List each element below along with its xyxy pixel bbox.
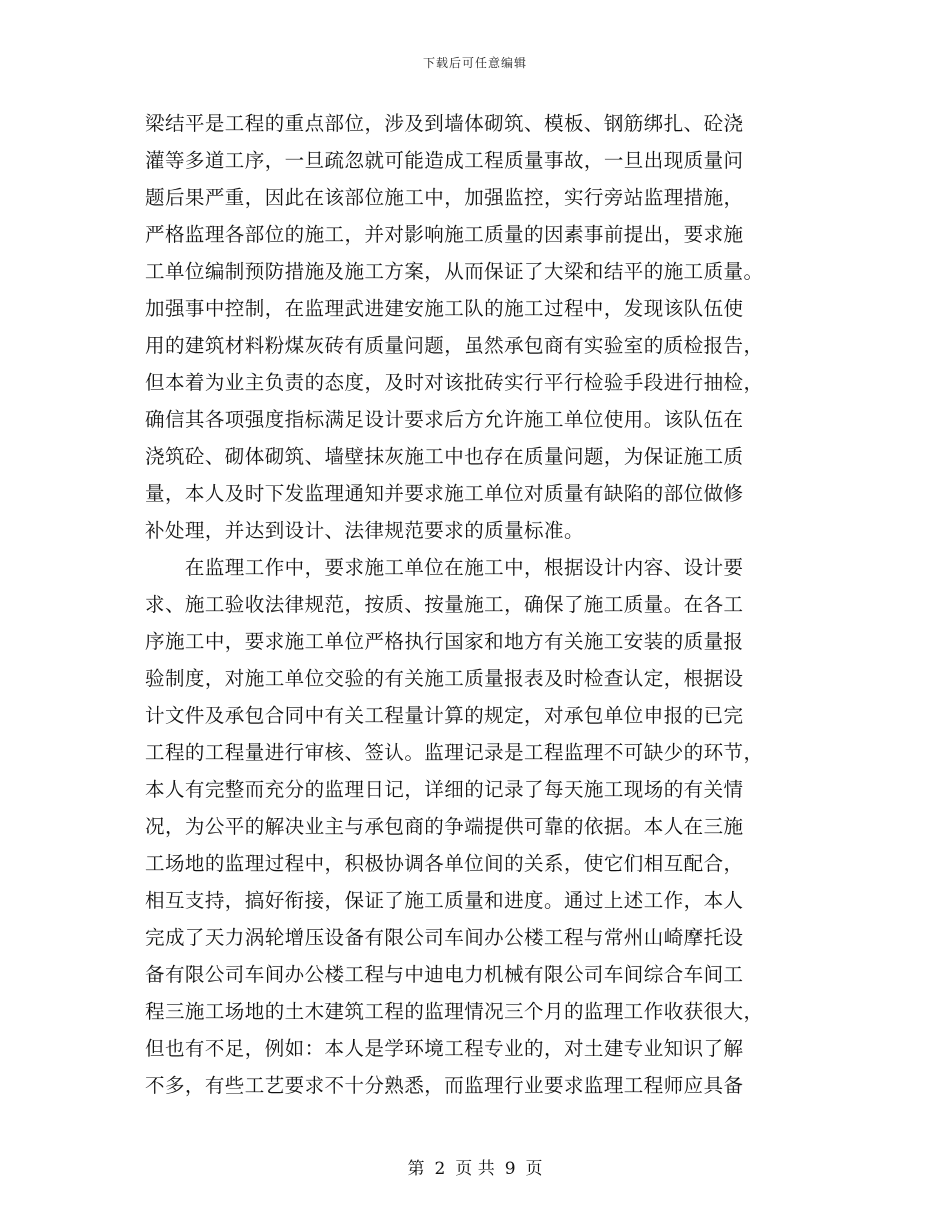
text-line: 工单位编制预防措施及施工方案，从而保证了大梁和结平的施工质量。 <box>145 260 764 283</box>
footer-page-number: 2 <box>434 1159 446 1179</box>
text-line: 序施工中，要求施工单位严格执行国家和地方有关施工安装的质量报 <box>145 630 744 653</box>
text-line: 验制度，对施工单位交验的有关施工质量报表及时检查认定，根据设 <box>145 667 744 690</box>
text-line: 量，本人及时下发监理通知并要求施工单位对质量有缺陷的部位做修 <box>145 482 744 505</box>
footer-prefix: 第 <box>407 1159 425 1179</box>
text-line: 补处理，并达到设计、法律规范要求的质量标准。 <box>145 519 584 542</box>
text-line: 工场地的监理过程中，积极协调各单位间的关系，使它们相互配合， <box>145 852 744 875</box>
page-header: 下载后可任意编辑 <box>422 56 527 70</box>
footer-total-pages: 9 <box>504 1159 516 1179</box>
text-line: 加强事中控制，在监理武进建安施工队的施工过程中，发现该队伍使 <box>145 297 744 320</box>
text-line: 程三施工场地的土木建筑工程的监理情况三个月的监理工作收获很大， <box>145 1000 764 1023</box>
text-line: 灌等多道工序，一旦疏忽就可能造成工程质量事故，一旦出现质量问 <box>145 149 744 172</box>
page-footer <box>0 1154 950 1179</box>
text-line: 相互支持，搞好衔接，保证了施工质量和进度。通过上述工作，本人 <box>145 889 744 912</box>
text-line: 浇筑砼、砌体砌筑、墙壁抹灰施工中也存在质量问题，为保证施工质 <box>145 445 744 468</box>
text-line: 确信其各项强度指标满足设计要求后方允许施工单位使用。该队伍在 <box>145 408 744 431</box>
text-line: 但也有不足，例如：本人是学环境工程专业的，对土建专业知识了解 <box>145 1037 744 1060</box>
text-line: 工程的工程量进行审核、签认。监理记录是工程监理不可缺少的环节， <box>145 741 764 764</box>
text-line: 严格监理各部位的施工，并对影响施工质量的因素事前提出，要求施 <box>145 223 744 246</box>
text-line: 完成了天力涡轮增压设备有限公司车间办公楼工程与常州山崎摩托设 <box>145 926 744 949</box>
text-line: 本人有完整而充分的监理日记，详细的记录了每天施工现场的有关情 <box>145 778 744 801</box>
text-line: 求、施工验收法律规范，按质、按量施工，确保了施工质量。在各工 <box>145 593 744 616</box>
text-line: 在监理工作中，要求施工单位在施工中，根据设计内容、设计要 <box>145 556 744 579</box>
text-line: 用的建筑材料粉煤灰砖有质量问题，虽然承包商有实验室的质检报告， <box>145 334 764 357</box>
text-line: 梁结平是工程的重点部位，涉及到墙体砌筑、模板、钢筋绑扎、砼浇 <box>145 112 744 135</box>
text-line: 不多，有些工艺要求不十分熟悉，而监理行业要求监理工程师应具备 <box>145 1074 744 1097</box>
footer-suffix: 页 <box>525 1159 543 1179</box>
document-body <box>145 105 800 1104</box>
text-line: 备有限公司车间办公楼工程与中迪电力机械有限公司车间综合车间工 <box>145 963 744 986</box>
text-line: 计文件及承包合同中有关工程量计算的规定，对承包单位申报的已完 <box>145 704 744 727</box>
text-line: 但本着为业主负责的态度，及时对该批砖实行平行检验手段进行抽检， <box>145 371 764 394</box>
text-line: 况，为公平的解决业主与承包商的争端提供可靠的依据。本人在三施 <box>145 815 744 838</box>
footer-middle: 页 共 <box>455 1159 495 1179</box>
text-line: 题后果严重，因此在该部位施工中，加强监控，实行旁站监理措施， <box>145 186 744 209</box>
